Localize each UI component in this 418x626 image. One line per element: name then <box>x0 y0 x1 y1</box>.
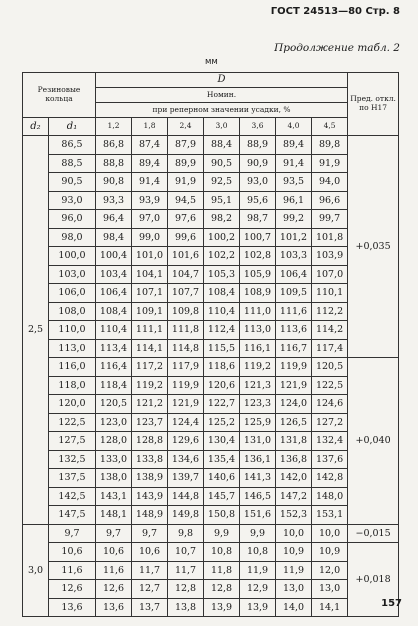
cell-d: 134,6 <box>168 450 204 469</box>
cell-d: 12,8 <box>204 580 240 599</box>
cell-d: 97,0 <box>132 210 168 229</box>
cell-d: 110,4 <box>204 302 240 321</box>
cell-d: 122,5 <box>312 376 348 395</box>
cell-d1: 11,6 <box>49 561 96 580</box>
cell-d: 14,1 <box>312 598 348 617</box>
cell-d: 108,9 <box>240 284 276 303</box>
table-row <box>23 506 399 525</box>
cell-d: 107,1 <box>132 284 168 303</box>
cell-d: 10,8 <box>240 543 276 562</box>
cell-d: 93,0 <box>240 173 276 192</box>
cell-d1: 10,6 <box>49 543 96 562</box>
cell-d: 11,6 <box>96 561 132 580</box>
cell-d: 107,7 <box>168 284 204 303</box>
cell-d: 124,4 <box>168 413 204 432</box>
cell-d: 121,9 <box>168 395 204 414</box>
cell-d1: 122,5 <box>49 413 96 432</box>
cell-d: 98,4 <box>96 228 132 247</box>
cell-d: 110,1 <box>312 284 348 303</box>
tolerance-2: +0,040 <box>348 358 399 525</box>
cell-d: 147,2 <box>276 487 312 506</box>
table-continuation-caption: Продолжение табл. 2 <box>274 42 400 54</box>
cell-d: 116,4 <box>96 358 132 377</box>
cell-d: 91,9 <box>312 154 348 173</box>
tolerance-header: Пред. откл. по H17 <box>348 73 399 136</box>
cell-d: 153,1 <box>312 506 348 525</box>
cell-d: 100,2 <box>204 228 240 247</box>
cell-d: 121,9 <box>276 376 312 395</box>
cell-d: 10,6 <box>96 543 132 562</box>
cell-d: 135,4 <box>204 450 240 469</box>
unit-label: мм <box>205 57 218 67</box>
cell-d: 121,3 <box>240 376 276 395</box>
cell-d: 97,6 <box>168 210 204 229</box>
cell-d: 138,0 <box>96 469 132 488</box>
cell-d: 109,5 <box>276 284 312 303</box>
cell-d: 90,5 <box>204 154 240 173</box>
cell-d: 90,9 <box>240 154 276 173</box>
cell-d: 122,7 <box>204 395 240 414</box>
cell-d: 94,0 <box>312 173 348 192</box>
cell-d: 12,6 <box>96 580 132 599</box>
cell-d: 12,9 <box>240 580 276 599</box>
cell-d: 99,6 <box>168 228 204 247</box>
shrink-6: 4,0 <box>276 118 312 136</box>
cell-d: 104,1 <box>132 265 168 284</box>
cell-d: 10,9 <box>276 543 312 562</box>
cell-d: 109,8 <box>168 302 204 321</box>
cell-d: 14,0 <box>276 598 312 617</box>
cell-d: 11,9 <box>240 561 276 580</box>
cell-d: 133,0 <box>96 450 132 469</box>
cell-d: 140,6 <box>204 469 240 488</box>
cell-d: 95,6 <box>240 191 276 210</box>
cell-d: 125,2 <box>204 413 240 432</box>
cell-d: 137,6 <box>312 450 348 469</box>
cell-d: 144,8 <box>168 487 204 506</box>
cell-d: 124,6 <box>312 395 348 414</box>
cell-d: 143,9 <box>132 487 168 506</box>
cell-d: 119,2 <box>240 358 276 377</box>
shrink-1: 1,2 <box>96 118 132 136</box>
page-number: 157 <box>381 598 402 609</box>
cell-d: 149,8 <box>168 506 204 525</box>
cell-d: 127,2 <box>312 413 348 432</box>
cell-d: 118,6 <box>204 358 240 377</box>
tolerance-4: +0,018 <box>348 543 399 617</box>
cell-d: 91,4 <box>276 154 312 173</box>
cell-d: 89,4 <box>132 154 168 173</box>
cell-d: 89,9 <box>168 154 204 173</box>
cell-d: 100,7 <box>240 228 276 247</box>
cell-d: 112,2 <box>312 302 348 321</box>
table-row <box>23 469 399 488</box>
cell-d: 101,2 <box>276 228 312 247</box>
table-row <box>23 432 399 451</box>
cell-d: 151,6 <box>240 506 276 525</box>
cell-d: 93,5 <box>276 173 312 192</box>
cell-d: 94,5 <box>168 191 204 210</box>
tolerance-3: −0,015 <box>348 524 399 543</box>
page-header: ГОСТ 24513—80 Стр. 8 <box>270 6 400 17</box>
cell-d: 96,4 <box>96 210 132 229</box>
cell-d: 120,6 <box>204 376 240 395</box>
cell-d: 126,5 <box>276 413 312 432</box>
table-row <box>23 284 399 303</box>
cell-d: 11,8 <box>204 561 240 580</box>
cell-d: 99,0 <box>132 228 168 247</box>
cell-d: 110,4 <box>96 321 132 340</box>
cell-d: 145,7 <box>204 487 240 506</box>
cell-d: 91,4 <box>132 173 168 192</box>
cell-d: 136,1 <box>240 450 276 469</box>
cell-d: 125,9 <box>240 413 276 432</box>
cell-d: 102,8 <box>240 247 276 266</box>
cell-d: 10,0 <box>276 524 312 543</box>
cell-d: 142,0 <box>276 469 312 488</box>
cell-d: 100,4 <box>96 247 132 266</box>
cell-d: 88,9 <box>240 136 276 155</box>
cell-d: 13,9 <box>240 598 276 617</box>
table-row <box>23 598 399 617</box>
cell-d: 130,4 <box>204 432 240 451</box>
cell-d: 133,8 <box>132 450 168 469</box>
cell-d: 12,7 <box>132 580 168 599</box>
cell-d1: 120,0 <box>49 395 96 414</box>
shrink-7: 4,5 <box>312 118 348 136</box>
cell-d: 142,8 <box>312 469 348 488</box>
table-row <box>23 580 399 599</box>
table-row <box>23 395 399 414</box>
cell-d: 13,9 <box>204 598 240 617</box>
cell-d: 12,0 <box>312 561 348 580</box>
shrink-2: 1,8 <box>132 118 168 136</box>
cell-d: 86,8 <box>96 136 132 155</box>
cell-d1: 100,0 <box>49 247 96 266</box>
cell-d1: 147,5 <box>49 506 96 525</box>
cell-d1: 13,6 <box>49 598 96 617</box>
table-row <box>23 487 399 506</box>
cell-d: 13,0 <box>276 580 312 599</box>
cell-d: 102,2 <box>204 247 240 266</box>
cell-d: 108,4 <box>204 284 240 303</box>
cell-d: 96,6 <box>312 191 348 210</box>
shrink-5: 3,6 <box>240 118 276 136</box>
cell-d: 87,4 <box>132 136 168 155</box>
cell-d: 88,8 <box>96 154 132 173</box>
cell-d: 99,7 <box>312 210 348 229</box>
cell-d: 106,4 <box>96 284 132 303</box>
cell-d: 117,2 <box>132 358 168 377</box>
cell-d1: 127,5 <box>49 432 96 451</box>
cell-d: 115,5 <box>204 339 240 358</box>
table-body <box>23 136 399 617</box>
cell-d1: 103,0 <box>49 265 96 284</box>
cell-d: 13,0 <box>312 580 348 599</box>
cell-d: 98,7 <box>240 210 276 229</box>
cell-d: 114,8 <box>168 339 204 358</box>
cell-d: 93,9 <box>132 191 168 210</box>
cell-d: 119,9 <box>168 376 204 395</box>
table-row <box>23 265 399 284</box>
cell-d: 139,7 <box>168 469 204 488</box>
cell-d: 123,0 <box>96 413 132 432</box>
rubber-rings-header: Резиновые кольца <box>23 73 96 118</box>
cell-d: 91,9 <box>168 173 204 192</box>
cell-d: 129,6 <box>168 432 204 451</box>
cell-d: 88,4 <box>204 136 240 155</box>
cell-d: 108,4 <box>96 302 132 321</box>
cell-d: 107,0 <box>312 265 348 284</box>
cell-d: 119,9 <box>276 358 312 377</box>
cell-d: 12,8 <box>168 580 204 599</box>
dimensions-table <box>22 72 399 617</box>
d1-header: d₁ <box>49 118 96 136</box>
cell-d: 124,0 <box>276 395 312 414</box>
cell-d: 116,1 <box>240 339 276 358</box>
cell-d: 132,4 <box>312 432 348 451</box>
cell-d: 99,2 <box>276 210 312 229</box>
cell-d: 13,7 <box>132 598 168 617</box>
cell-d: 112,4 <box>204 321 240 340</box>
cell-d: 103,4 <box>96 265 132 284</box>
cell-d: 114,1 <box>132 339 168 358</box>
cell-d1: 98,0 <box>49 228 96 247</box>
cell-d: 93,3 <box>96 191 132 210</box>
cell-d: 10,6 <box>132 543 168 562</box>
tolerance-1: +0,035 <box>348 136 399 358</box>
cell-d: 9,7 <box>132 524 168 543</box>
cell-d1: 110,0 <box>49 321 96 340</box>
table-row <box>23 302 399 321</box>
cell-d: 10,8 <box>204 543 240 562</box>
cell-d: 13,8 <box>168 598 204 617</box>
cell-d1: 9,7 <box>49 524 96 543</box>
cell-d: 148,0 <box>312 487 348 506</box>
shrinkage-header: при реперном значении усадки, % <box>96 103 348 118</box>
cell-d1: 93,0 <box>49 191 96 210</box>
cell-d: 101,6 <box>168 247 204 266</box>
table-row <box>23 450 399 469</box>
table-row <box>23 173 399 192</box>
cell-d: 150,8 <box>204 506 240 525</box>
cell-d: 13,6 <box>96 598 132 617</box>
table-row <box>23 561 399 580</box>
cell-d: 120,5 <box>96 395 132 414</box>
table-row <box>23 191 399 210</box>
cell-d: 111,0 <box>240 302 276 321</box>
cell-d: 111,1 <box>132 321 168 340</box>
cell-d: 146,5 <box>240 487 276 506</box>
shrink-4: 3,0 <box>204 118 240 136</box>
table-row <box>23 154 399 173</box>
cell-d: 105,3 <box>204 265 240 284</box>
cell-d: 113,6 <box>276 321 312 340</box>
cell-d: 101,8 <box>312 228 348 247</box>
cell-d: 104,7 <box>168 265 204 284</box>
cell-d: 87,9 <box>168 136 204 155</box>
cell-d: 128,0 <box>96 432 132 451</box>
cell-d: 109,1 <box>132 302 168 321</box>
cell-d: 123,7 <box>132 413 168 432</box>
cell-d: 106,4 <box>276 265 312 284</box>
cell-d: 103,9 <box>312 247 348 266</box>
cell-d: 9,9 <box>240 524 276 543</box>
nominal-header: Номин. <box>96 88 348 103</box>
cell-d: 121,2 <box>132 395 168 414</box>
table-row <box>23 228 399 247</box>
cell-d: 98,2 <box>204 210 240 229</box>
cell-d: 113,0 <box>240 321 276 340</box>
cell-d1: 106,0 <box>49 284 96 303</box>
cell-d: 10,7 <box>168 543 204 562</box>
cell-d: 113,4 <box>96 339 132 358</box>
cell-d1: 113,0 <box>49 339 96 358</box>
cell-d: 114,2 <box>312 321 348 340</box>
cell-d1: 108,0 <box>49 302 96 321</box>
d-header: D <box>96 73 348 88</box>
cell-d: 117,9 <box>168 358 204 377</box>
cell-d: 9,7 <box>96 524 132 543</box>
cell-d: 138,9 <box>132 469 168 488</box>
cell-d: 123,3 <box>240 395 276 414</box>
cell-d: 117,4 <box>312 339 348 358</box>
table-row <box>23 136 399 155</box>
table-row <box>23 376 399 395</box>
cell-d: 131,8 <box>276 432 312 451</box>
cell-d: 89,8 <box>312 136 348 155</box>
cell-d1: 88,5 <box>49 154 96 173</box>
table-row <box>23 358 399 377</box>
cell-d: 10,9 <box>312 543 348 562</box>
cell-d: 9,8 <box>168 524 204 543</box>
cell-d1: 118,0 <box>49 376 96 395</box>
cell-d: 9,9 <box>204 524 240 543</box>
cell-d: 128,8 <box>132 432 168 451</box>
cell-d: 152,3 <box>276 506 312 525</box>
cell-d1: 96,0 <box>49 210 96 229</box>
cell-d: 11,9 <box>276 561 312 580</box>
cell-d: 96,1 <box>276 191 312 210</box>
d2-header: d₂ <box>23 118 49 136</box>
d2-group-3-0: 3,0 <box>23 524 49 617</box>
cell-d1: 90,5 <box>49 173 96 192</box>
cell-d: 11,7 <box>168 561 204 580</box>
table-row <box>23 321 399 340</box>
cell-d: 101,0 <box>132 247 168 266</box>
cell-d: 111,8 <box>168 321 204 340</box>
cell-d1: 116,0 <box>49 358 96 377</box>
cell-d: 118,4 <box>96 376 132 395</box>
cell-d: 95,1 <box>204 191 240 210</box>
cell-d1: 142,5 <box>49 487 96 506</box>
cell-d1: 137,5 <box>49 469 96 488</box>
cell-d: 10,0 <box>312 524 348 543</box>
cell-d: 105,9 <box>240 265 276 284</box>
shrink-3: 2,4 <box>168 118 204 136</box>
cell-d: 89,4 <box>276 136 312 155</box>
cell-d: 143,1 <box>96 487 132 506</box>
table-row <box>23 210 399 229</box>
cell-d: 141,3 <box>240 469 276 488</box>
cell-d: 116,7 <box>276 339 312 358</box>
cell-d: 120,5 <box>312 358 348 377</box>
cell-d: 119,2 <box>132 376 168 395</box>
table-row <box>23 247 399 266</box>
cell-d1: 86,5 <box>49 136 96 155</box>
table-row <box>23 524 399 543</box>
cell-d: 111,6 <box>276 302 312 321</box>
table-row <box>23 543 399 562</box>
cell-d: 90,8 <box>96 173 132 192</box>
d2-group-2-5: 2,5 <box>23 136 49 525</box>
cell-d: 136,8 <box>276 450 312 469</box>
table-row <box>23 413 399 432</box>
cell-d: 92,5 <box>204 173 240 192</box>
cell-d: 148,1 <box>96 506 132 525</box>
cell-d: 11,7 <box>132 561 168 580</box>
cell-d: 131,0 <box>240 432 276 451</box>
cell-d: 148,9 <box>132 506 168 525</box>
cell-d1: 132,5 <box>49 450 96 469</box>
cell-d1: 12,6 <box>49 580 96 599</box>
table-row <box>23 339 399 358</box>
cell-d: 103,3 <box>276 247 312 266</box>
